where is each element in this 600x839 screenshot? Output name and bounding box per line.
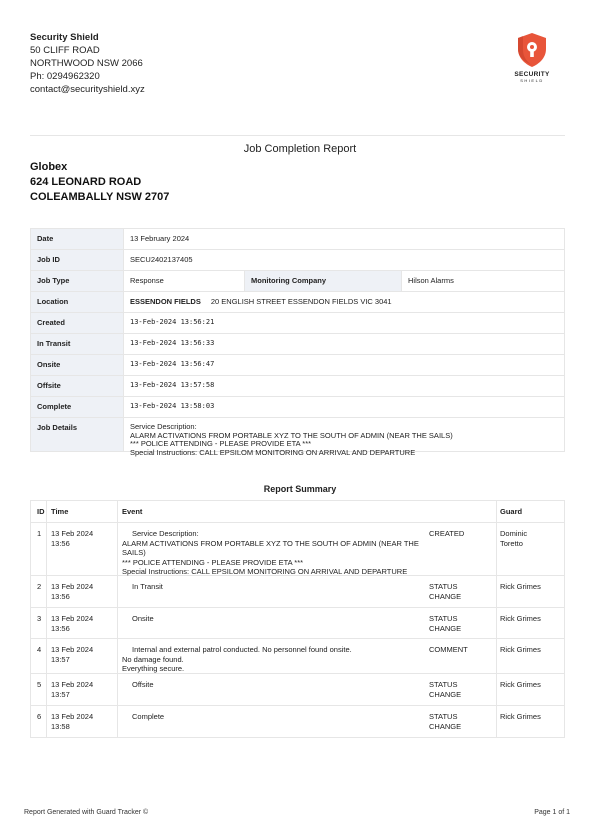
detail-label: Job Type xyxy=(31,271,124,291)
job-details-line: Special Instructions: CALL EPSILOM MONITORING ON ARRIVAL AND DEPARTURE xyxy=(130,447,416,457)
cell-type xyxy=(426,608,497,638)
detail-value: 13-Feb-2024 13:56:47 xyxy=(130,360,215,368)
column-header-guard: Guard xyxy=(500,507,523,516)
cell-id: 4 xyxy=(31,639,47,673)
summary-title: Report Summary xyxy=(263,484,337,494)
company-name: Security Shield xyxy=(30,32,99,43)
cell-guard-line: Toretto xyxy=(500,538,523,548)
cell-event-line: Onsite xyxy=(132,614,154,623)
cell-clock: 13:56 xyxy=(51,623,70,633)
detail-label: Date xyxy=(31,229,124,249)
company-address-line2: NORTHWOOD NSW 2066 xyxy=(30,58,143,69)
detail-label: Created xyxy=(31,313,124,333)
company-info xyxy=(30,31,145,96)
detail-row-job-id xyxy=(31,250,564,271)
cell-event xyxy=(118,608,426,638)
client-address-line2: COLEAMBALLY NSW 2707 xyxy=(30,191,170,203)
detail-label: Job ID xyxy=(31,250,124,270)
detail-value: 13-Feb-2024 13:58:03 xyxy=(130,402,215,410)
client-info xyxy=(30,160,169,205)
company-logo xyxy=(508,32,556,83)
cell-event xyxy=(118,576,426,607)
cell-event-line: No damage found. xyxy=(122,654,184,664)
cell-date: 13 Feb 2024 xyxy=(51,529,94,538)
cell-event xyxy=(118,639,426,673)
report-summary-table xyxy=(30,500,565,738)
report-title: Job Completion Report xyxy=(243,143,357,155)
cell-event-line: Special Instructions: CALL EPSILOM MONITORING ON ARRIVAL AND DEPARTURE xyxy=(122,567,408,576)
detail-value: SECU2402137405 xyxy=(130,255,193,264)
cell-guard xyxy=(497,608,564,638)
detail-value xyxy=(124,292,564,312)
column-header-id: ID xyxy=(31,501,47,522)
detail-row-date xyxy=(31,229,564,250)
cell-guard xyxy=(497,576,564,607)
cell-time xyxy=(47,523,118,575)
table-row xyxy=(31,576,564,608)
cell-type-line: STATUS xyxy=(429,712,458,721)
cell-guard-line: Rick Grimes xyxy=(500,582,541,591)
detail-label: Complete xyxy=(31,397,124,417)
cell-guard xyxy=(497,523,564,575)
cell-clock: 13:56 xyxy=(51,538,70,548)
cell-guard-line: Rick Grimes xyxy=(500,680,541,689)
detail-row-in-transit xyxy=(31,334,564,355)
cell-guard-line: Dominic xyxy=(500,529,528,538)
cell-time xyxy=(47,576,118,607)
table-row xyxy=(31,706,564,737)
cell-type-line: CHANGE xyxy=(429,721,462,731)
location-address: 20 ENGLISH STREET ESSENDON FIELDS VIC 3041 xyxy=(210,297,392,306)
cell-type-line: CHANGE xyxy=(429,689,462,699)
cell-event-line: Complete xyxy=(132,712,165,721)
detail-row-job-details xyxy=(31,418,564,457)
cell-event-line: Everything secure. xyxy=(122,664,185,673)
cell-guard-line: Rick Grimes xyxy=(500,645,541,654)
detail-label: Offsite xyxy=(31,376,124,396)
cell-event-line: Internal and external patrol conducted. No personnel found onsite. xyxy=(132,645,352,654)
detail-value xyxy=(124,418,564,457)
cell-type xyxy=(426,674,497,705)
cell-date: 13 Feb 2024 xyxy=(51,582,94,591)
cell-time xyxy=(47,608,118,638)
logo-text-main: SECURITY xyxy=(514,71,550,78)
cell-type xyxy=(426,706,497,737)
company-phone: Ph: 0294962320 xyxy=(30,71,100,82)
detail-row-offsite xyxy=(31,376,564,397)
shield-lock-icon xyxy=(515,32,549,68)
cell-type xyxy=(426,523,497,575)
company-address-line1: 50 CLIFF ROAD xyxy=(30,45,100,56)
cell-date: 13 Feb 2024 xyxy=(51,614,94,623)
detail-label: Monitoring Company xyxy=(245,271,402,291)
detail-value: 13 February 2024 xyxy=(130,234,190,243)
detail-value: Hilson Alarms xyxy=(408,276,454,285)
job-details-line: *** POLICE ATTENDING - PLEASE PROVIDE ETA *** xyxy=(130,439,312,448)
detail-label: Location xyxy=(31,292,124,312)
summary-header-row xyxy=(31,501,564,523)
cell-date: 13 Feb 2024 xyxy=(51,645,94,654)
cell-date: 13 Feb 2024 xyxy=(51,712,94,721)
cell-id: 2 xyxy=(31,576,47,607)
detail-row-job-type xyxy=(31,271,564,292)
detail-label: Job Details xyxy=(31,418,124,451)
cell-guard-line: Rick Grimes xyxy=(500,614,541,623)
detail-label: In Transit xyxy=(31,334,124,354)
cell-id: 6 xyxy=(31,706,47,737)
cell-date: 13 Feb 2024 xyxy=(51,680,94,689)
cell-event-line: Service Description: xyxy=(132,529,199,538)
cell-event xyxy=(118,674,426,705)
footer-page-number: Page 1 of 1 xyxy=(534,809,570,816)
cell-event-line: Offsite xyxy=(132,680,154,689)
detail-row-complete xyxy=(31,397,564,418)
detail-row-onsite xyxy=(31,355,564,376)
cell-guard xyxy=(497,706,564,737)
detail-value: 13-Feb-2024 13:57:58 xyxy=(130,381,215,389)
column-header-time: Time xyxy=(47,501,118,522)
cell-type-line: CHANGE xyxy=(429,591,462,601)
cell-type-line: CREATED xyxy=(429,529,465,538)
job-details-line: Service Description: xyxy=(130,422,197,431)
detail-label: Onsite xyxy=(31,355,124,375)
cell-guard xyxy=(497,674,564,705)
cell-type-line: STATUS xyxy=(429,680,458,689)
detail-value: Response xyxy=(124,271,245,291)
client-name: Globex xyxy=(30,161,68,173)
detail-row-location xyxy=(31,292,564,313)
cell-type-line: COMMENT xyxy=(429,645,468,654)
cell-event xyxy=(118,706,426,737)
cell-event-line: *** POLICE ATTENDING - PLEASE PROVIDE ETA *** xyxy=(122,557,304,567)
cell-time xyxy=(47,674,118,705)
column-header-type xyxy=(426,501,497,522)
cell-event-line: ALARM ACTIVATIONS FROM PORTABLE XYZ TO THE SOUTH OF ADMIN (NEAR THE xyxy=(122,538,419,548)
cell-clock: 13:56 xyxy=(51,591,70,601)
cell-guard xyxy=(497,639,564,673)
table-row xyxy=(31,608,564,639)
detail-row-created xyxy=(31,313,564,334)
cell-event-line: In Transit xyxy=(132,582,163,591)
cell-event-line: SAILS) xyxy=(122,548,146,557)
cell-clock: 13:57 xyxy=(51,689,70,699)
cell-type-line: STATUS xyxy=(429,614,458,623)
footer-generated-by: Report Generated with Guard Tracker © xyxy=(24,809,149,816)
cell-time xyxy=(47,639,118,673)
header-divider xyxy=(30,135,565,136)
cell-id: 3 xyxy=(31,608,47,638)
company-email: contact@securityshield.xyz xyxy=(30,84,145,95)
job-details-table xyxy=(30,228,565,457)
cell-id: 1 xyxy=(31,523,47,575)
detail-value: 13-Feb-2024 13:56:33 xyxy=(130,339,215,347)
detail-value: 13-Feb-2024 13:56:21 xyxy=(130,318,215,326)
cell-event xyxy=(118,523,426,575)
table-row xyxy=(31,674,564,706)
cell-clock: 13:58 xyxy=(51,721,70,731)
cell-time xyxy=(47,706,118,737)
cell-type xyxy=(426,639,497,673)
table-row xyxy=(31,639,564,674)
column-header-event: Event xyxy=(122,507,143,516)
cell-guard-line: Rick Grimes xyxy=(500,712,541,721)
client-address-line1: 624 LEONARD ROAD xyxy=(30,176,142,188)
cell-type-line: CHANGE xyxy=(429,623,462,633)
cell-clock: 13:57 xyxy=(51,654,70,664)
cell-id: 5 xyxy=(31,674,47,705)
location-name: ESSENDON FIELDS xyxy=(130,297,201,306)
logo-text-sub: SHIELD xyxy=(520,78,544,83)
table-row xyxy=(31,523,564,576)
job-details-line: ALARM ACTIVATIONS FROM PORTABLE XYZ TO THE SOUTH OF ADMIN (NEAR THE SAILS) xyxy=(130,430,453,440)
cell-type-line: STATUS xyxy=(429,582,458,591)
cell-type xyxy=(426,576,497,607)
